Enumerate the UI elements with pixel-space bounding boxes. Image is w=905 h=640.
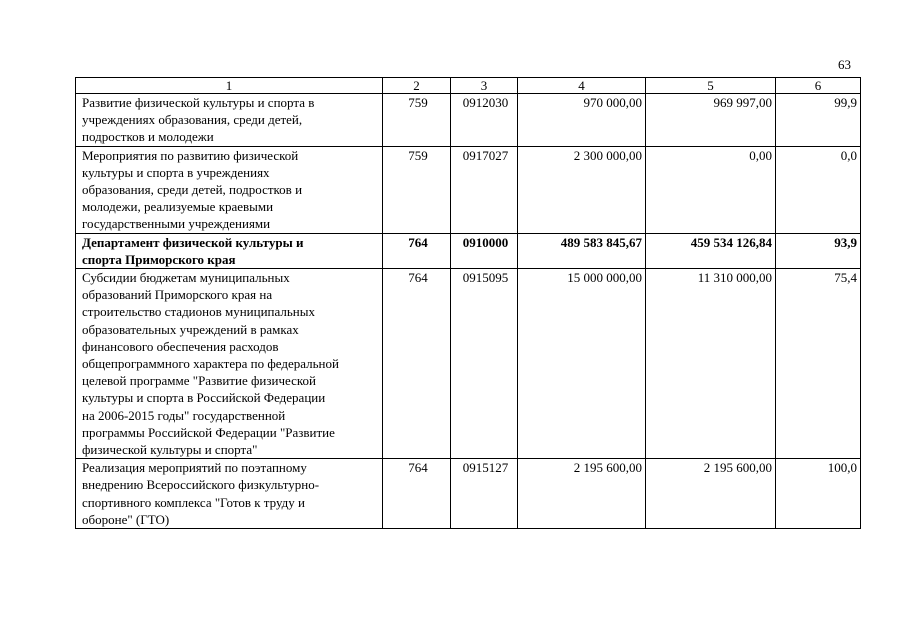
execution-percent: 93,9 xyxy=(776,233,861,268)
description-line: финансового обеспечения расходов xyxy=(82,338,279,354)
planned-amount: 2 195 600,00 xyxy=(518,459,646,529)
planned-amount: 489 583 845,67 xyxy=(518,233,646,268)
actual-amount: 11 310 000,00 xyxy=(646,269,776,459)
description-line: культуры и спорта в Российской Федерации xyxy=(82,390,326,406)
table-body xyxy=(76,78,861,529)
target-code: 0917027 xyxy=(451,146,518,233)
column-header: 2 xyxy=(383,78,451,94)
actual-amount: 2 195 600,00 xyxy=(646,459,776,529)
target-code: 0915095 xyxy=(451,269,518,459)
description-line: Реализация мероприятий по поэтапному xyxy=(82,460,307,476)
table-row xyxy=(76,269,861,459)
row-description xyxy=(76,146,383,233)
description-line: подростков и молодежи xyxy=(82,129,214,145)
description-line: целевой программе "Развитие физической xyxy=(82,373,316,389)
actual-amount: 0,00 xyxy=(646,146,776,233)
dept-code: 759 xyxy=(383,146,451,233)
page-number: 63 xyxy=(838,57,851,72)
description-line: строительство стадионов муниципальных xyxy=(82,304,315,320)
description-line: общепрограммного характера по федеральной xyxy=(82,356,339,372)
description-line: обороне" (ГТО) xyxy=(82,511,170,527)
description-line: спорта Приморского края xyxy=(82,251,236,267)
description-line: образования, среди детей, подростков и xyxy=(82,182,303,198)
dept-code: 764 xyxy=(383,233,451,268)
column-header: 4 xyxy=(518,78,646,94)
column-header: 5 xyxy=(646,78,776,94)
actual-amount: 969 997,00 xyxy=(646,94,776,147)
description-line: Департамент физической культуры и xyxy=(82,234,304,250)
dept-code: 764 xyxy=(383,459,451,529)
description-line: Развитие физической культуры и спорта в xyxy=(82,95,315,110)
table-row xyxy=(76,94,861,147)
column-header: 6 xyxy=(776,78,861,94)
description-line: на 2006-2015 годы" государственной xyxy=(82,407,286,423)
target-code: 0915127 xyxy=(451,459,518,529)
description-line: государственными учреждениями xyxy=(82,216,271,232)
description-line: образовательных учреждений в рамках xyxy=(82,321,299,337)
description-line: программы Российской Федерации "Развитие xyxy=(82,424,335,440)
execution-percent: 0,0 xyxy=(776,146,861,233)
budget-table xyxy=(75,77,861,529)
description-line: культуры и спорта в учреждениях xyxy=(82,164,270,180)
execution-percent: 75,4 xyxy=(776,269,861,459)
table-row xyxy=(76,459,861,529)
planned-amount: 970 000,00 xyxy=(518,94,646,147)
dept-code: 764 xyxy=(383,269,451,459)
row-description xyxy=(76,94,383,147)
description-line: Субсидии бюджетам муниципальных xyxy=(82,270,290,286)
execution-percent: 100,0 xyxy=(776,459,861,529)
description-line: спортивного комплекса "Готов к труду и xyxy=(82,494,305,510)
row-description xyxy=(76,459,383,529)
row-description xyxy=(76,269,383,459)
planned-amount: 15 000 000,00 xyxy=(518,269,646,459)
row-description xyxy=(76,233,383,268)
description-line: образований Приморского края на xyxy=(82,287,273,303)
execution-percent: 99,9 xyxy=(776,94,861,147)
planned-amount: 2 300 000,00 xyxy=(518,146,646,233)
dept-code: 759 xyxy=(383,94,451,147)
table-row xyxy=(76,233,861,268)
target-code: 0912030 xyxy=(451,94,518,147)
table-row xyxy=(76,146,861,233)
table-header-row xyxy=(76,78,861,94)
description-line: молодежи, реализуемые краевыми xyxy=(82,199,274,215)
target-code: 0910000 xyxy=(451,233,518,268)
description-line: внедрению Всероссийского физкультурно- xyxy=(82,477,320,493)
column-header: 1 xyxy=(76,78,383,94)
description-line: учреждениях образования, среди детей, xyxy=(82,112,303,128)
column-header: 3 xyxy=(451,78,518,94)
description-line: физической культуры и спорта" xyxy=(82,442,258,458)
actual-amount: 459 534 126,84 xyxy=(646,233,776,268)
description-line: Мероприятия по развитию физической xyxy=(82,147,299,163)
